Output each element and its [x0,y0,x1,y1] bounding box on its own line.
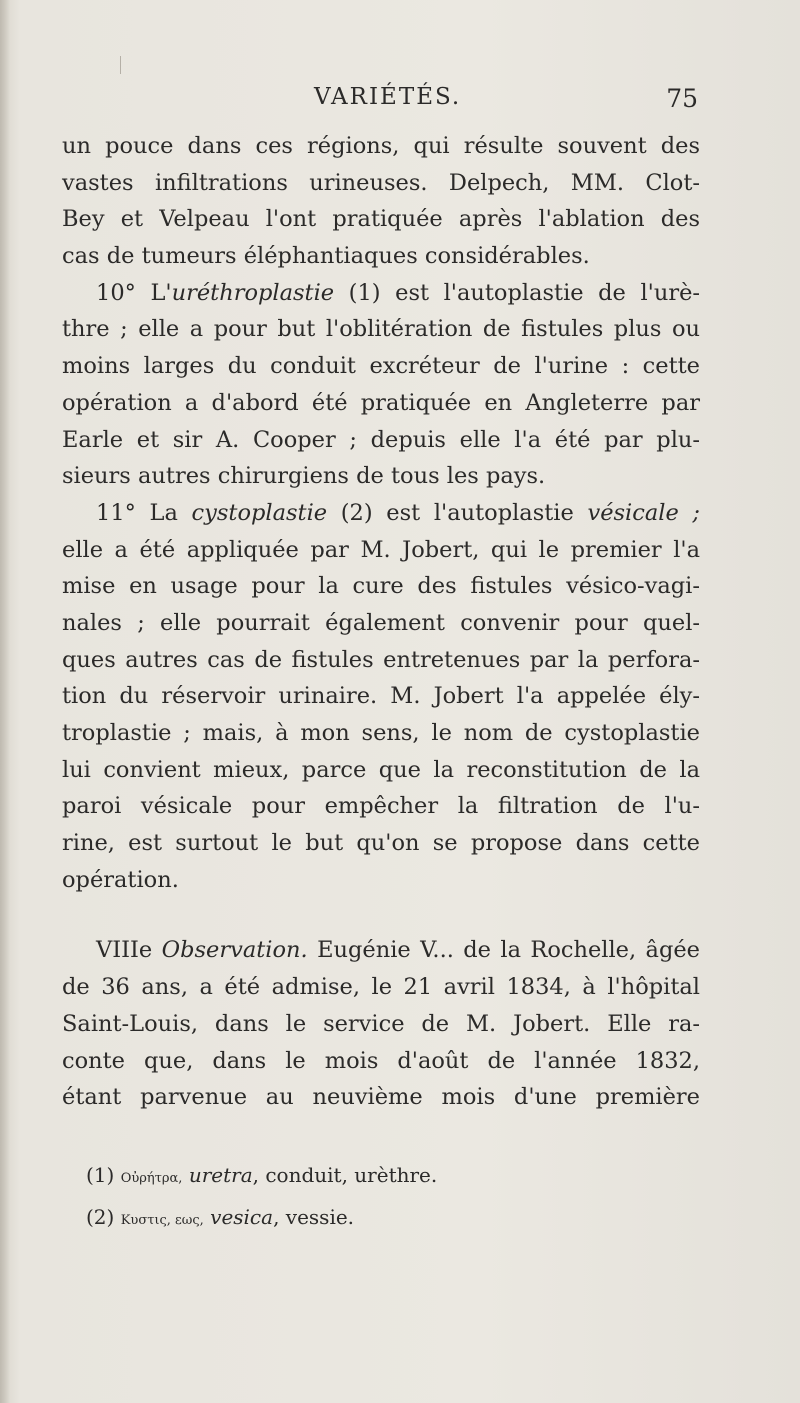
footnotes [86,1156,646,1240]
text-line: nales ; elle pourrait également convenir pour quel- [62,609,700,636]
text-line: de 36 ans, a été admise, le 21 avril 1834, à l'hôpital [62,974,700,1001]
text-line: Saint-Louis, dans le service de M. Jobert. Elle ra- [62,1010,700,1037]
running-title: VARIÉTÉS. [314,84,462,110]
text-line: un pouce dans ces régions, qui résulte souvent des [62,133,700,159]
text-line: Earle et sir A. Cooper ; depuis elle l'a été par plu- [62,426,700,453]
text-line: thre ; elle a pour but l'oblitération de fistules plus ou [62,316,700,343]
text-line: paroi vésicale pour empêcher la filtration de l'u- [62,793,700,820]
text-line: lui convient mieux, parce que la reconstitution de la [62,756,700,783]
text-line: 10° L'uréthroplastie (1) est l'autoplastie de l'urè- [96,279,700,306]
text-line: mise en usage pour la cure des fistules vésico-vagi- [62,573,700,600]
text-line: tion du réservoir urinaire. M. Jobert l'a appelée ély- [62,683,700,710]
text-line: conte que, dans le mois d'août de l'année 1832, [62,1047,700,1074]
text-line: opération. [62,866,179,893]
term-cystoplastie: cystoplastie [191,499,328,526]
text-line: ques autres cas de fistules entretenues par la perfora- [62,646,700,673]
text-line: moins larges du conduit excréteur de l'urine : cette [62,353,700,380]
text-line: elle a été appliquée par M. Jobert, qui le premier l'a [62,536,700,563]
latin-term: uretra [188,1163,253,1187]
body-text [62,128,700,1116]
text-line: rine, est surtout le but qu'on se propose dans cette [62,830,700,857]
text-line: Bey et Velpeau l'ont pratiquée après l'ablation des [62,206,700,233]
page-number: 75 [666,84,698,113]
observation-heading-line: VIIIe Observation. Eugénie V... de la Rochelle, âgée [96,937,700,964]
text-line: étant parvenue au neuvième mois d'une première [62,1084,700,1111]
pencil-mark [120,56,121,74]
text-line: cas de tumeurs éléphantiaques considérables. [62,243,590,270]
term-vesicale: vésicale ; [587,499,701,526]
text-line: sieurs autres chirurgiens de tous les pays. [62,463,546,490]
page-header [64,84,700,124]
footnote-1: (1) Οὐρήτρα, uretra, conduit, urèthre. [86,1163,438,1187]
page-binding-shadow [0,0,10,1403]
footnote-2: (2) Κυστις, εως, vesica, vessie. [86,1205,355,1229]
observation-label: Observation. [161,937,308,964]
greek-term: Κυστις, εως, [120,1213,204,1228]
latin-term: vesica [210,1205,274,1229]
term-urethroplastie: uréthroplastie [171,279,335,306]
greek-term: Οὐρήτρα, [120,1171,183,1186]
text-line: 11° La cystoplastie (2) est l'autoplastie vésicale ; [96,499,701,526]
text-line: troplastie ; mais, à mon sens, le nom de cystoplastie [62,720,700,746]
text-line: vastes infiltrations urineuses. Delpech, MM. Clot- [62,169,700,196]
text-line: opération a d'abord été pratiquée en Angleterre par [62,389,700,416]
